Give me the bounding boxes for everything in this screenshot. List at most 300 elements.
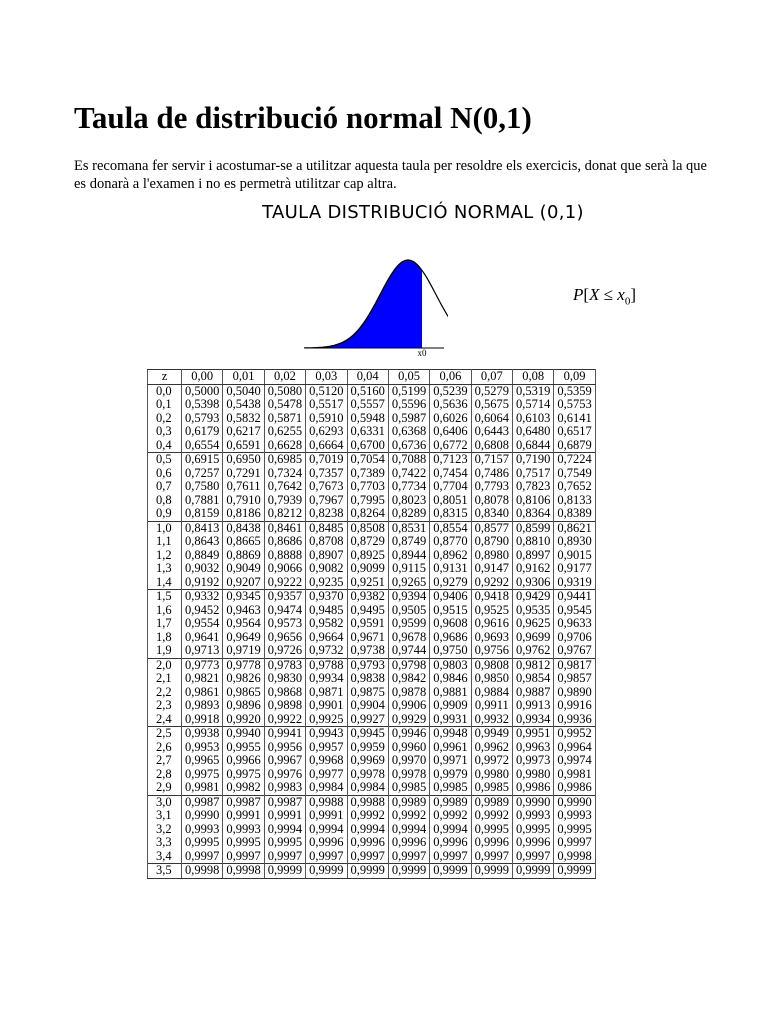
table-cell: 0,9985 — [388, 781, 429, 795]
table-cell: 0,9941 — [264, 727, 305, 741]
column-header: 0,01 — [223, 370, 264, 385]
table-cell: 0,9995 — [264, 836, 305, 850]
table-cell: 0,5910 — [306, 412, 347, 426]
table-cell: 0,9382 — [347, 590, 388, 604]
table-cell: 0,7054 — [347, 453, 388, 467]
table-row — [148, 864, 596, 879]
table-cell: 0,8749 — [388, 535, 429, 549]
table-cell: 0,9931 — [430, 713, 471, 727]
table-cell: 0,9994 — [347, 823, 388, 837]
table-cell: 0,9582 — [306, 617, 347, 631]
figure-title: TAULA DISTRIBUCIÓ NORMAL (0,1) — [262, 202, 584, 223]
table-cell: 0,8485 — [306, 521, 347, 535]
table-cell: 0,6554 — [182, 439, 223, 453]
row-z-value: 2,1 — [148, 672, 182, 686]
table-cell: 0,7939 — [264, 494, 305, 508]
table-cell: 0,9996 — [306, 836, 347, 850]
table-cell: 0,5832 — [223, 412, 264, 426]
table-cell: 0,9978 — [347, 768, 388, 782]
table-cell: 0,8051 — [430, 494, 471, 508]
table-cell: 0,9842 — [388, 672, 429, 686]
table-cell: 0,5160 — [347, 384, 388, 398]
column-header: 0,03 — [306, 370, 347, 385]
table-cell: 0,9756 — [471, 644, 512, 658]
table-cell: 0,8686 — [264, 535, 305, 549]
table-cell: 0,9967 — [264, 754, 305, 768]
table-row — [148, 384, 596, 398]
table-cell: 0,9599 — [388, 617, 429, 631]
table-row — [148, 453, 596, 467]
table-cell: 0,9861 — [182, 686, 223, 700]
table-cell: 0,9015 — [554, 549, 595, 563]
row-z-value: 0,5 — [148, 453, 182, 467]
table-cell: 0,7486 — [471, 467, 512, 481]
table-cell: 0,5279 — [471, 384, 512, 398]
table-row — [148, 644, 596, 658]
table-cell: 0,9953 — [182, 741, 223, 755]
table-cell: 0,9909 — [430, 699, 471, 713]
table-cell: 0,9887 — [513, 686, 554, 700]
table-cell: 0,8106 — [513, 494, 554, 508]
table-cell: 0,9904 — [347, 699, 388, 713]
table-row — [148, 425, 596, 439]
table-cell: 0,9918 — [182, 713, 223, 727]
table-cell: 0,9991 — [306, 809, 347, 823]
table-cell: 0,9913 — [513, 699, 554, 713]
table-cell: 0,9429 — [513, 590, 554, 604]
table-cell: 0,9357 — [264, 590, 305, 604]
row-z-value: 2,5 — [148, 727, 182, 741]
table-cell: 0,8531 — [388, 521, 429, 535]
table-cell: 0,9999 — [306, 864, 347, 879]
table-cell: 0,6879 — [554, 439, 595, 453]
table-cell: 0,7673 — [306, 480, 347, 494]
row-z-value: 0,4 — [148, 439, 182, 453]
table-cell: 0,9997 — [471, 850, 512, 864]
table-cell: 0,9994 — [306, 823, 347, 837]
row-z-value: 0,8 — [148, 494, 182, 508]
table-cell: 0,9319 — [554, 576, 595, 590]
table-cell: 0,9803 — [430, 658, 471, 672]
table-cell: 0,9983 — [264, 781, 305, 795]
row-z-value: 1,1 — [148, 535, 182, 549]
table-cell: 0,9778 — [223, 658, 264, 672]
table-cell: 0,9049 — [223, 562, 264, 576]
table-cell: 0,9485 — [306, 604, 347, 618]
row-z-value: 0,2 — [148, 412, 182, 426]
table-cell: 0,9082 — [306, 562, 347, 576]
table-cell: 0,8925 — [347, 549, 388, 563]
table-cell: 0,9616 — [471, 617, 512, 631]
table-cell: 0,6844 — [513, 439, 554, 453]
table-cell: 0,6591 — [223, 439, 264, 453]
table-cell: 0,9995 — [513, 823, 554, 837]
table-cell: 0,6808 — [471, 439, 512, 453]
table-cell: 0,9441 — [554, 590, 595, 604]
column-header: 0,06 — [430, 370, 471, 385]
table-cell: 0,5478 — [264, 398, 305, 412]
table-cell: 0,9999 — [347, 864, 388, 879]
table-row — [148, 727, 596, 741]
column-header: 0,08 — [513, 370, 554, 385]
table-cell: 0,9965 — [182, 754, 223, 768]
table-cell: 0,9963 — [513, 741, 554, 755]
table-cell: 0,9554 — [182, 617, 223, 631]
x0-label-text: x0 — [417, 348, 427, 358]
table-cell: 0,7019 — [306, 453, 347, 467]
table-row — [148, 631, 596, 645]
table-row — [148, 604, 596, 618]
formula-sub: 0 — [624, 295, 631, 308]
table-cell: 0,8023 — [388, 494, 429, 508]
table-cell: 0,9995 — [182, 836, 223, 850]
table-cell: 0,9992 — [347, 809, 388, 823]
table-cell: 0,6772 — [430, 439, 471, 453]
table-cell: 0,7517 — [513, 467, 554, 481]
table-cell: 0,9991 — [223, 809, 264, 823]
table-cell: 0,5557 — [347, 398, 388, 412]
table-row — [148, 823, 596, 837]
table-cell: 0,9783 — [264, 658, 305, 672]
table-cell: 0,9964 — [554, 741, 595, 755]
table-cell: 0,9980 — [513, 768, 554, 782]
table-cell: 0,6217 — [223, 425, 264, 439]
table-cell: 0,9732 — [306, 644, 347, 658]
table-cell: 0,7157 — [471, 453, 512, 467]
table-cell: 0,9999 — [471, 864, 512, 879]
table-cell: 0,9608 — [430, 617, 471, 631]
table-row — [148, 713, 596, 727]
table-cell: 0,9998 — [182, 864, 223, 879]
table-cell: 0,9992 — [430, 809, 471, 823]
table-row — [148, 741, 596, 755]
table-cell: 0,8159 — [182, 507, 223, 521]
table-cell: 0,8389 — [554, 507, 595, 521]
table-cell: 0,9793 — [347, 658, 388, 672]
table-cell: 0,8907 — [306, 549, 347, 563]
column-header: 0,05 — [388, 370, 429, 385]
table-cell: 0,9962 — [471, 741, 512, 755]
row-z-value: 2,2 — [148, 686, 182, 700]
table-cell: 0,9997 — [223, 850, 264, 864]
formula-bound: x — [617, 285, 625, 304]
normal-curve-graphic — [300, 250, 448, 360]
table-cell: 0,9821 — [182, 672, 223, 686]
intro-paragraph: Es recomana fer servir i acostumar-se a utilitzar aquesta taula per resoldre els exercicis, donat que serà la que es donarà a l'examen i no es permetrà utilitzar cap altra. — [74, 158, 707, 192]
table-cell: 0,5199 — [388, 384, 429, 398]
table-cell: 0,7642 — [264, 480, 305, 494]
table-cell: 0,9968 — [306, 754, 347, 768]
table-cell: 0,9686 — [430, 631, 471, 645]
table-cell: 0,9993 — [182, 823, 223, 837]
x0-label — [418, 348, 428, 358]
table-cell: 0,9911 — [471, 699, 512, 713]
table-cell: 0,9999 — [388, 864, 429, 879]
page-title: Taula de distribució normal N(0,1) — [74, 100, 532, 135]
table-cell: 0,9980 — [471, 768, 512, 782]
table-cell: 0,6480 — [513, 425, 554, 439]
table-cell: 0,9978 — [388, 768, 429, 782]
table-cell: 0,8849 — [182, 549, 223, 563]
row-z-value: 1,5 — [148, 590, 182, 604]
table-cell: 0,9394 — [388, 590, 429, 604]
table-cell: 0,9985 — [430, 781, 471, 795]
table-cell: 0,9960 — [388, 741, 429, 755]
table-cell: 0,9974 — [554, 754, 595, 768]
table-cell: 0,9996 — [471, 836, 512, 850]
table-cell: 0,9235 — [306, 576, 347, 590]
table-cell: 0,9989 — [471, 795, 512, 809]
table-cell: 0,9969 — [347, 754, 388, 768]
table-cell: 0,9854 — [513, 672, 554, 686]
table-row — [148, 412, 596, 426]
table-row — [148, 809, 596, 823]
table-cell: 0,8643 — [182, 535, 223, 549]
table-cell: 0,5517 — [306, 398, 347, 412]
table-cell: 0,9463 — [223, 604, 264, 618]
table-cell: 0,9808 — [471, 658, 512, 672]
table-row — [148, 535, 596, 549]
table-row — [148, 398, 596, 412]
table-cell: 0,9817 — [554, 658, 595, 672]
table-cell: 0,9949 — [471, 727, 512, 741]
row-z-value: 2,3 — [148, 699, 182, 713]
table-cell: 0,6517 — [554, 425, 595, 439]
table-row — [148, 467, 596, 481]
table-cell: 0,9934 — [513, 713, 554, 727]
table-cell: 0,9750 — [430, 644, 471, 658]
table-cell: 0,9893 — [182, 699, 223, 713]
table-cell: 0,9989 — [388, 795, 429, 809]
row-z-value: 2,9 — [148, 781, 182, 795]
table-cell: 0,5636 — [430, 398, 471, 412]
table-cell: 0,9982 — [223, 781, 264, 795]
row-z-value: 2,8 — [148, 768, 182, 782]
table-cell: 0,9997 — [388, 850, 429, 864]
table-cell: 0,9999 — [430, 864, 471, 879]
table-cell: 0,5948 — [347, 412, 388, 426]
table-cell: 0,9932 — [471, 713, 512, 727]
row-z-value: 1,0 — [148, 521, 182, 535]
table-row — [148, 836, 596, 850]
table-cell: 0,9994 — [264, 823, 305, 837]
table-cell: 0,9997 — [513, 850, 554, 864]
table-cell: 0,9992 — [388, 809, 429, 823]
table-cell: 0,9916 — [554, 699, 595, 713]
table-cell: 0,9938 — [182, 727, 223, 741]
table-cell: 0,9625 — [513, 617, 554, 631]
table-cell: 0,9995 — [554, 823, 595, 837]
table-cell: 0,5793 — [182, 412, 223, 426]
table-cell: 0,9981 — [182, 781, 223, 795]
table-cell: 0,9762 — [513, 644, 554, 658]
table-cell: 0,9901 — [306, 699, 347, 713]
table-cell: 0,9147 — [471, 562, 512, 576]
table-cell: 0,9573 — [264, 617, 305, 631]
table-cell: 0,9906 — [388, 699, 429, 713]
table-cell: 0,6293 — [306, 425, 347, 439]
row-z-value: 3,0 — [148, 795, 182, 809]
table-cell: 0,9971 — [430, 754, 471, 768]
table-row — [148, 658, 596, 672]
table-cell: 0,9987 — [223, 795, 264, 809]
row-z-value: 1,8 — [148, 631, 182, 645]
table-cell: 0,9495 — [347, 604, 388, 618]
table-cell: 0,9997 — [430, 850, 471, 864]
table-cell: 0,9671 — [347, 631, 388, 645]
table-body — [148, 384, 596, 878]
table-cell: 0,7823 — [513, 480, 554, 494]
table-cell: 0,9767 — [554, 644, 595, 658]
table-header-row — [148, 370, 596, 385]
table-cell: 0,8930 — [554, 535, 595, 549]
table-cell: 0,9726 — [264, 644, 305, 658]
table-cell: 0,8078 — [471, 494, 512, 508]
table-cell: 0,6443 — [471, 425, 512, 439]
row-z-value: 0,7 — [148, 480, 182, 494]
table-cell: 0,7703 — [347, 480, 388, 494]
table-cell: 0,9649 — [223, 631, 264, 645]
table-cell: 0,6915 — [182, 453, 223, 467]
table-cell: 0,9744 — [388, 644, 429, 658]
table-cell: 0,9972 — [471, 754, 512, 768]
table-cell: 0,6664 — [306, 439, 347, 453]
table-cell: 0,6700 — [347, 439, 388, 453]
table-cell: 0,9868 — [264, 686, 305, 700]
table-cell: 0,9925 — [306, 713, 347, 727]
row-z-value: 0,0 — [148, 384, 182, 398]
table-cell: 0,8264 — [347, 507, 388, 521]
row-z-value: 0,1 — [148, 398, 182, 412]
table-cell: 0,9545 — [554, 604, 595, 618]
table-row — [148, 686, 596, 700]
table-cell: 0,9525 — [471, 604, 512, 618]
table-cell: 0,9997 — [554, 836, 595, 850]
table-cell: 0,5080 — [264, 384, 305, 398]
table-cell: 0,9452 — [182, 604, 223, 618]
table-cell: 0,9222 — [264, 576, 305, 590]
table-cell: 0,6103 — [513, 412, 554, 426]
table-row — [148, 768, 596, 782]
table-cell: 0,9998 — [223, 864, 264, 879]
table-cell: 0,9995 — [471, 823, 512, 837]
table-cell: 0,5000 — [182, 384, 223, 398]
table-cell: 0,6985 — [264, 453, 305, 467]
table-cell: 0,9713 — [182, 644, 223, 658]
table-cell: 0,9976 — [264, 768, 305, 782]
table-cell: 0,8708 — [306, 535, 347, 549]
table-cell: 0,9986 — [554, 781, 595, 795]
table-cell: 0,9922 — [264, 713, 305, 727]
formula-p: P — [573, 285, 584, 304]
table-cell: 0,6064 — [471, 412, 512, 426]
table-cell: 0,9997 — [264, 850, 305, 864]
table-cell: 0,9890 — [554, 686, 595, 700]
table-cell: 0,6179 — [182, 425, 223, 439]
table-cell: 0,6331 — [347, 425, 388, 439]
table-cell: 0,9956 — [264, 741, 305, 755]
table-cell: 0,9994 — [430, 823, 471, 837]
table-cell: 0,8621 — [554, 521, 595, 535]
table-cell: 0,6026 — [430, 412, 471, 426]
table-cell: 0,9884 — [471, 686, 512, 700]
table-cell: 0,9990 — [554, 795, 595, 809]
table-cell: 0,7995 — [347, 494, 388, 508]
table-cell: 0,9066 — [264, 562, 305, 576]
table-cell: 0,9306 — [513, 576, 554, 590]
table-cell: 0,9898 — [264, 699, 305, 713]
table-cell: 0,9251 — [347, 576, 388, 590]
table-cell: 0,5871 — [264, 412, 305, 426]
table-cell: 0,9940 — [223, 727, 264, 741]
table-cell: 0,7291 — [223, 467, 264, 481]
table-cell: 0,5359 — [554, 384, 595, 398]
formula-close: ] — [630, 285, 637, 304]
table-row — [148, 521, 596, 535]
table-cell: 0,9370 — [306, 590, 347, 604]
table-cell: 0,9952 — [554, 727, 595, 741]
table-cell: 0,5714 — [513, 398, 554, 412]
shaded-area — [304, 260, 422, 348]
table-cell: 0,7881 — [182, 494, 223, 508]
table-cell: 0,5596 — [388, 398, 429, 412]
row-z-value: 1,3 — [148, 562, 182, 576]
table-cell: 0,9838 — [347, 672, 388, 686]
probability-formula — [573, 284, 636, 312]
table-cell: 0,9706 — [554, 631, 595, 645]
table-cell: 0,8289 — [388, 507, 429, 521]
table-cell: 0,7580 — [182, 480, 223, 494]
row-z-value: 1,2 — [148, 549, 182, 563]
table-cell: 0,7088 — [388, 453, 429, 467]
table-row — [148, 781, 596, 795]
table-cell: 0,8790 — [471, 535, 512, 549]
table-cell: 0,8944 — [388, 549, 429, 563]
table-cell: 0,7324 — [264, 467, 305, 481]
table-cell: 0,9991 — [264, 809, 305, 823]
table-cell: 0,9633 — [554, 617, 595, 631]
table-cell: 0,9970 — [388, 754, 429, 768]
table-cell: 0,8770 — [430, 535, 471, 549]
table-cell: 0,7910 — [223, 494, 264, 508]
table-cell: 0,9177 — [554, 562, 595, 576]
table-cell: 0,9192 — [182, 576, 223, 590]
table-cell: 0,9881 — [430, 686, 471, 700]
table-cell: 0,6736 — [388, 439, 429, 453]
table-cell: 0,9406 — [430, 590, 471, 604]
table-cell: 0,9975 — [223, 768, 264, 782]
table-row — [148, 699, 596, 713]
table-cell: 0,9878 — [388, 686, 429, 700]
table-cell: 0,9865 — [223, 686, 264, 700]
table-cell: 0,9664 — [306, 631, 347, 645]
table-cell: 0,9977 — [306, 768, 347, 782]
table-cell: 0,8577 — [471, 521, 512, 535]
table-row — [148, 507, 596, 521]
table-cell: 0,7454 — [430, 467, 471, 481]
table-row — [148, 480, 596, 494]
table-cell: 0,9951 — [513, 727, 554, 741]
table-cell: 0,9995 — [223, 836, 264, 850]
row-z-value: 3,5 — [148, 864, 182, 879]
table-cell: 0,9999 — [554, 864, 595, 879]
table-row — [148, 562, 596, 576]
table-cell: 0,9207 — [223, 576, 264, 590]
table-cell: 0,8133 — [554, 494, 595, 508]
table-row — [148, 850, 596, 864]
column-header: 0,09 — [554, 370, 595, 385]
table-cell: 0,9946 — [388, 727, 429, 741]
